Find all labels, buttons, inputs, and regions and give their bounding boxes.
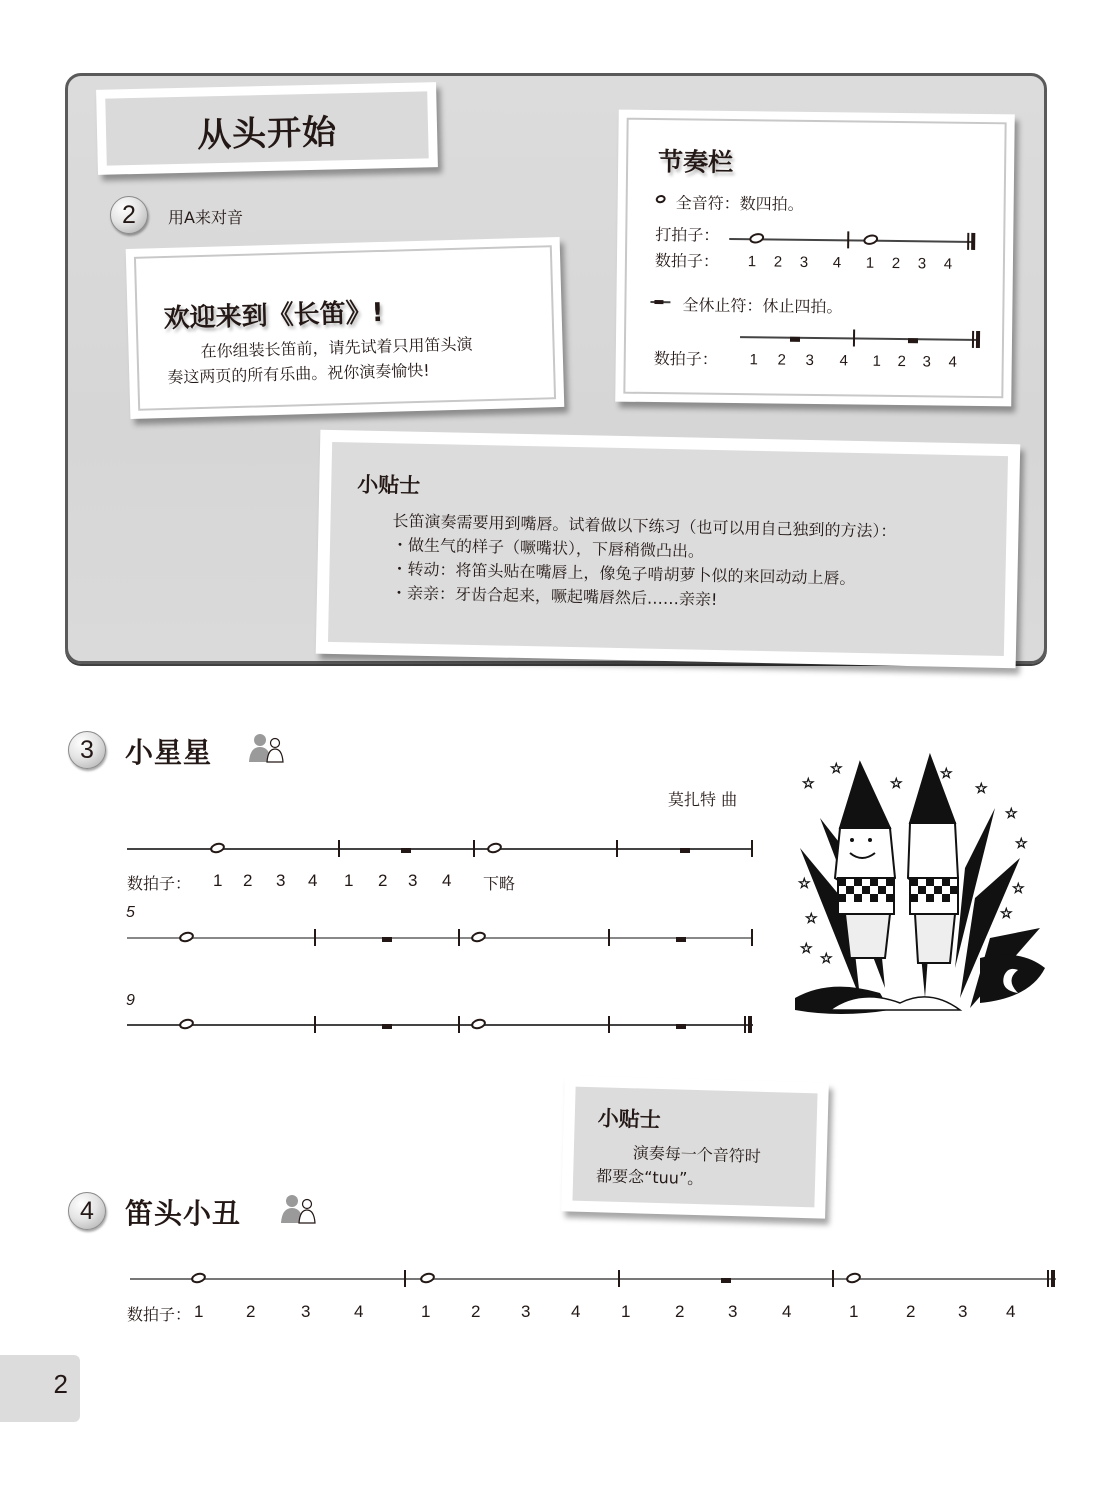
song-number-badge: 4 <box>68 1192 106 1230</box>
rhythm-box-card <box>615 110 1015 407</box>
section-title: 从头开始 <box>196 112 338 156</box>
song3-staff-line-2 <box>127 928 753 948</box>
measure-number: 5 <box>126 904 135 921</box>
count-label: 数拍子： <box>654 251 720 271</box>
step-number-badge: 2 <box>110 196 148 234</box>
tip-title: 小贴士 <box>597 1106 662 1133</box>
count-label: 数拍子： <box>127 874 192 893</box>
whole-rest-icon <box>650 292 670 312</box>
song3-beat-counts: 数拍子： 1 2 3 4 1 2 3 4 下略 <box>127 871 516 893</box>
section-title-card <box>96 82 438 175</box>
whole-note-icon <box>656 190 670 210</box>
duet-people-icon <box>279 1193 317 1225</box>
svg-text:☆: ☆ <box>975 781 988 797</box>
tips-title: 小贴士 <box>357 472 421 498</box>
song-title: 笛头小丑 <box>125 1197 242 1230</box>
svg-text:☆: ☆ <box>798 876 811 892</box>
svg-text:☆: ☆ <box>1012 881 1025 897</box>
composer-credit: 莫扎特 曲 <box>668 790 738 809</box>
rocket-fireworks-illustration <box>790 748 1050 1026</box>
svg-text:☆: ☆ <box>1000 906 1013 922</box>
song-title: 小星星 <box>125 736 213 769</box>
tips-item: ・转动：将笛头贴在嘴唇上，像兔子啃胡萝卜似的来回动动上唇。 <box>391 559 856 588</box>
rhythm-box-title: 节奏栏 <box>657 147 734 177</box>
measure-number: 9 <box>126 992 135 1009</box>
step-label: 用A来对音 <box>168 208 243 227</box>
welcome-title: 欢迎来到《长笛》! <box>163 297 384 335</box>
whole-note-description: 全音符：数四拍。 <box>675 193 804 214</box>
whole-rest-staff <box>740 327 980 350</box>
svg-text:☆: ☆ <box>820 951 833 967</box>
beat-counts-2: 1 2 3 4 1 2 3 4 <box>749 351 958 371</box>
tips-card <box>316 430 1021 669</box>
tips-intro: 长笛演奏需要用到嘴唇。试着做以下练习（也可以用自己独到的方法）： <box>392 511 897 541</box>
song3-staff-line-1 <box>127 839 753 859</box>
page-number: 2 <box>53 1369 68 1399</box>
song4-staff <box>130 1269 1056 1289</box>
svg-text:☆: ☆ <box>830 761 843 777</box>
svg-text:☆: ☆ <box>805 911 818 927</box>
clap-label: 打拍子： <box>655 225 720 245</box>
tips-item: ・亲亲：牙齿合起来，噘起嘴唇然后……亲亲! <box>390 583 718 610</box>
tips-item: ・做生气的样子（噘嘴状），下唇稍微凸出。 <box>391 535 705 561</box>
rest-omitted-note: 下略 <box>483 874 516 893</box>
svg-text:☆: ☆ <box>1015 836 1028 852</box>
svg-text:☆: ☆ <box>800 941 813 957</box>
svg-text:☆: ☆ <box>890 776 903 792</box>
beat-counts: 1 2 3 4 1 2 3 4 <box>747 253 953 273</box>
svg-text:☆: ☆ <box>802 776 815 792</box>
welcome-body: 在你组装长笛前，请先试着只用笛头演 奏这两页的所有乐曲。祝你演奏愉快! <box>167 334 473 387</box>
page-number-tab <box>0 1355 80 1422</box>
whole-rest-description: 全休止符：休止四拍。 <box>682 295 843 317</box>
tip-card-2 <box>561 1075 829 1218</box>
song-number-badge: 3 <box>68 731 106 769</box>
whole-note-staff <box>729 229 974 252</box>
tips-body <box>391 509 897 616</box>
song4-beat-counts: 数拍子： 1 2 3 4 1 2 3 4 1 2 3 4 1 2 3 4 <box>127 1302 1016 1324</box>
count-label-2: 数拍子： <box>653 349 718 369</box>
count-label: 数拍子： <box>127 1305 192 1324</box>
song3-staff-line-3 <box>127 1015 753 1035</box>
tip-body: 演奏每一个音符时 都要念“tuu”。 <box>595 1143 762 1189</box>
svg-text:☆: ☆ <box>940 766 953 782</box>
duet-people-icon <box>247 732 285 764</box>
svg-text:☆: ☆ <box>1005 806 1018 822</box>
welcome-card <box>126 237 565 419</box>
